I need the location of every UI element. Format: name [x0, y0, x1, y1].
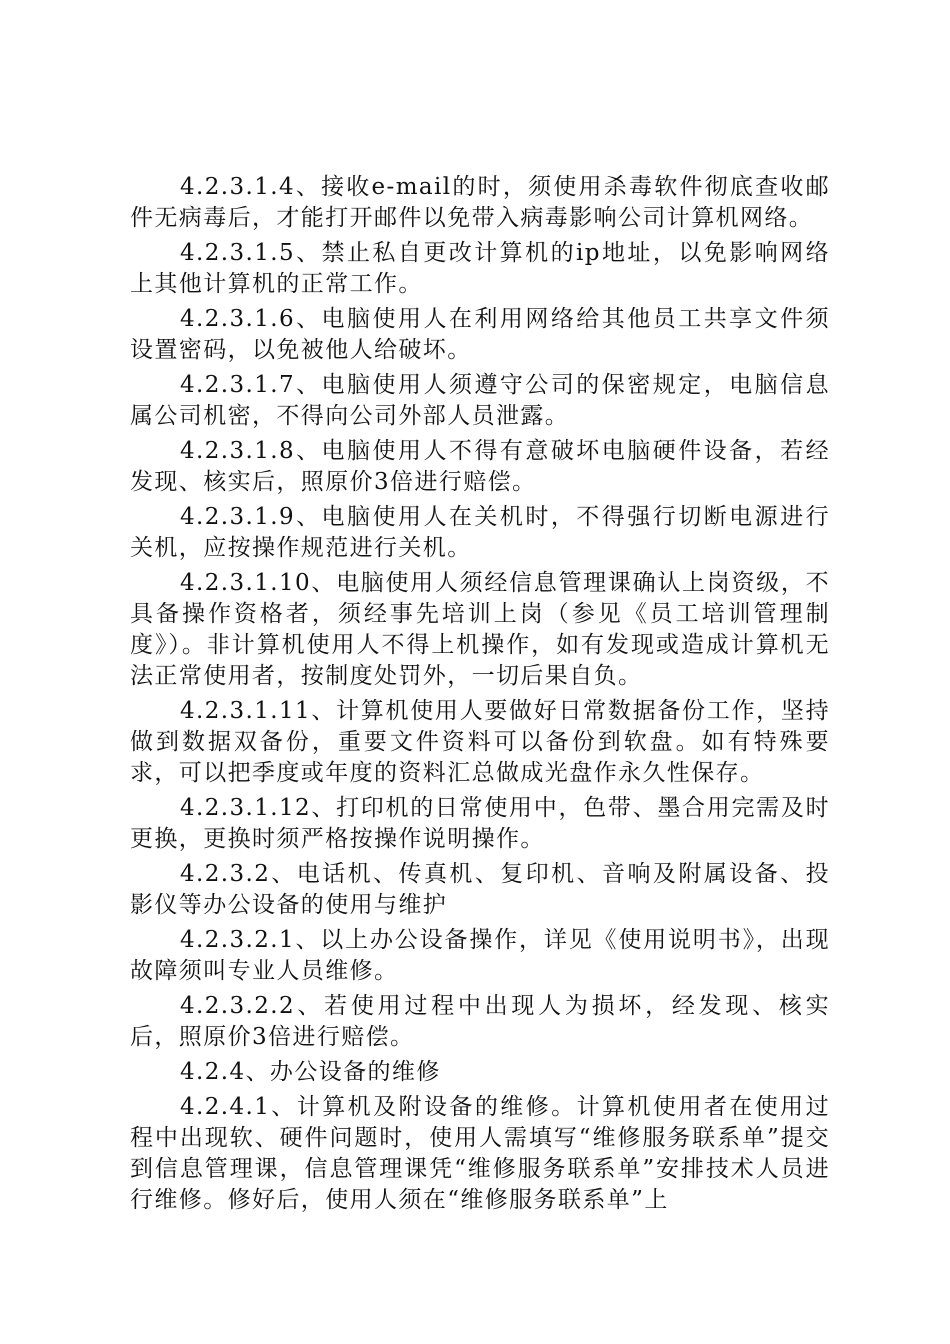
paragraph-4-2-4-1: 4.2.4.1、计算机及附设备的维修。计算机使用者在使用过程中出现软、硬件问题时，使用人需填写“维修服务联系单”提交到信息管理课，信息管理课凭“维修服务联系单”安排技术人员进行维修。修好后，使用人须在“维修服务联系单”上 — [130, 1094, 830, 1213]
paragraph-4-2-3-2: 4.2.3.2、电话机、传真机、复印机、音响及附属设备、投影仪等办公设备的使用与维护 — [130, 861, 830, 918]
paragraph-4-2-3-1-11: 4.2.3.1.11、计算机使用人要做好日常数据备份工作，坚持做到数据双备份，重要文件资料可以备份到软盘。如有特殊要求，可以把季度或年度的资料汇总做成光盘作永久性保存。 — [130, 698, 830, 786]
paragraph-4-2-3-1-4: 4.2.3.1.4、接收e-mail的时，须使用杀毒软件彻底查收邮件无病毒后，才能打开邮件以免带入病毒影响公司计算机网络。 — [130, 174, 830, 231]
paragraph-4-2-3-1-5: 4.2.3.1.5、禁止私自更改计算机的ip地址，以免影响网络上其他计算机的正常工作。 — [130, 240, 830, 297]
paragraph-4-2-3-1-9: 4.2.3.1.9、电脑使用人在关机时，不得强行切断电源进行关机，应按操作规范进行关机。 — [130, 504, 830, 561]
paragraph-4-2-3-1-7: 4.2.3.1.7、电脑使用人须遵守公司的保密规定，电脑信息属公司机密，不得向公司外部人员泄露。 — [130, 372, 830, 429]
paragraph-4-2-3-1-12: 4.2.3.1.12、打印机的日常使用中，色带、墨合用完需及时更换，更换时须严格按操作说明操作。 — [130, 795, 830, 852]
paragraph-4-2-3-2-1: 4.2.3.2.1、以上办公设备操作，详见《使用说明书》，出现故障须叫专业人员维修。 — [130, 927, 830, 984]
paragraph-4-2-3-1-8: 4.2.3.1.8、电脑使用人不得有意破坏电脑硬件设备，若经发现、核实后，照原价3倍进行赔偿。 — [130, 438, 830, 495]
document-body — [130, 172, 830, 1220]
paragraph-4-2-3-1-10: 4.2.3.1.10、电脑使用人须经信息管理课确认上岗资级，不具备操作资格者，须经事先培训上岗（参见《员工培训管理制度》）。非计算机使用人不得上机操作，如有发现或造成计算机无法正常使用者，按制度处罚外，一切后果自负。 — [130, 570, 830, 689]
section-heading-4-2-4: 4.2.4、办公设备的维修 — [180, 1059, 441, 1085]
paragraph-4-2-3-2-2: 4.2.3.2.2、若使用过程中出现人为损坏，经发现、核实后，照原价3倍进行赔偿。 — [130, 993, 830, 1050]
paragraph-4-2-3-1-6: 4.2.3.1.6、电脑使用人在利用网络给其他员工共享文件须设置密码，以免被他人给破坏。 — [130, 306, 830, 363]
